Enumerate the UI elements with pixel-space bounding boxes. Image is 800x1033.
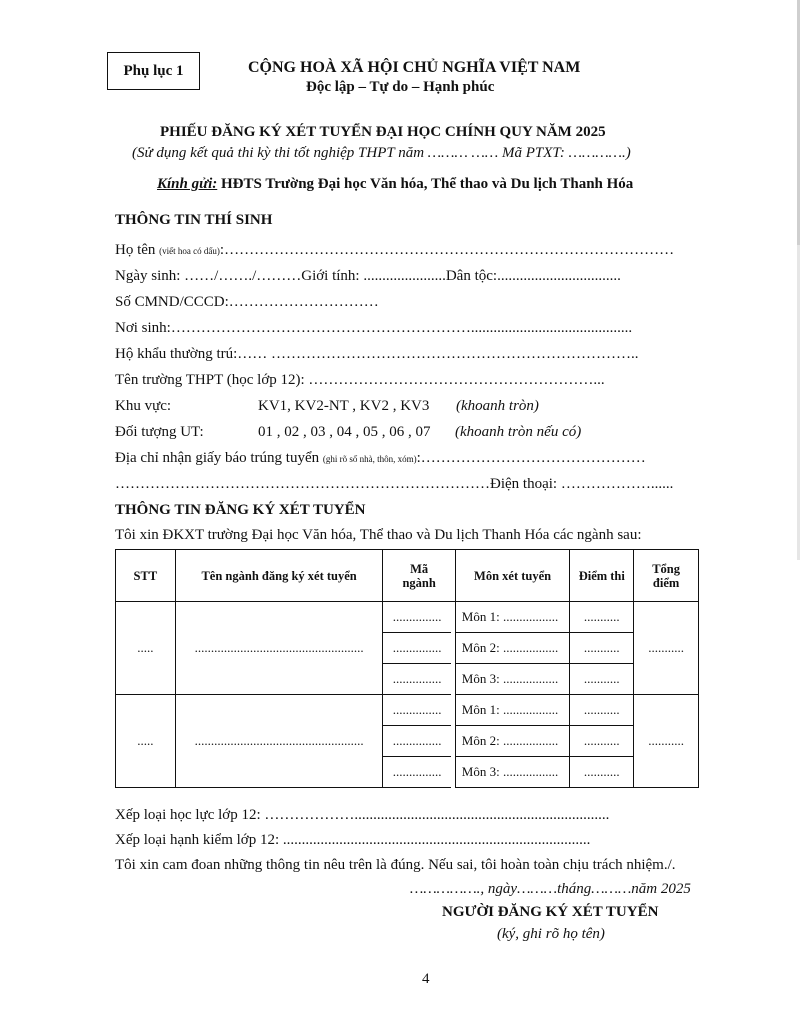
name-hint: (viết hoa có dấu) [159,246,220,256]
declaration: Tôi xin cam đoan những thông tin nêu trên là đúng. Nếu sai, tôi hoàn toàn chịu trách nhiệm./. [115,857,676,873]
date-line: ……………., ngày………tháng………năm 2025 [410,881,691,897]
major-code-cell[interactable]: ............... [383,726,451,757]
score-cell[interactable]: ........... [570,695,634,726]
subject-cell[interactable]: Môn 1: ................. [455,602,570,633]
motto: Độc lập – Tự do – Hạnh phúc [306,79,495,95]
score-cell[interactable]: ........... [570,664,634,695]
table-row [116,695,699,726]
col-header-stt: STT [116,550,176,602]
address-phone-line: …………………………………………………………………Điện thoại: ………………...... [115,476,674,492]
score-cell[interactable]: ........... [570,602,634,633]
addressee-value: HĐTS Trường Đại học Văn hóa, Thể thao và Du lịch Thanh Hóa [217,176,634,192]
signer-note: (ký, ghi rõ họ tên) [497,926,605,942]
major-code-cell[interactable]: ............... [383,633,451,664]
residence-line: Hộ khẩu thường trú:…… ……………………………………………………………….. [115,346,639,362]
region-options: KV1, KV2-NT , KV2 , KV3 [258,398,430,414]
registration-heading: THÔNG TIN ĐĂNG KÝ XÉT TUYỂN [115,502,366,518]
addressee-label: Kính gửi: [157,176,218,192]
addressee [157,176,633,193]
name-field [115,242,674,259]
signer-title: NGƯỜI ĐĂNG KÝ XÉT TUYỂN [442,904,659,920]
page-number: 4 [422,971,430,987]
registration-intro: Tôi xin ĐKXT trường Đại học Văn hóa, Thể thao và Du lịch Thanh Hóa các ngành sau: [115,527,642,543]
col-header-score: Điểm thi [570,550,634,602]
col-header-major-name: Tên ngành đăng ký xét tuyển [175,550,383,602]
priority-options: 01 , 02 , 03 , 04 , 05 , 06 , 07 [258,424,431,440]
col-header-major-code: Mã ngành [383,550,455,602]
score-cell[interactable]: ........... [570,726,634,757]
form-title: PHIẾU ĐĂNG KÝ XÉT TUYỂN ĐẠI HỌC CHÍNH QUY NĂM 2025 [160,124,606,140]
major-name-cell[interactable]: .................................................... [175,695,383,788]
table-row [116,602,699,633]
address-field [115,450,646,467]
region-label: Khu vực: [115,398,172,414]
score-cell[interactable]: ........... [570,633,634,664]
total-cell[interactable]: ........... [634,602,699,695]
registration-table [115,549,699,788]
name-label: Họ tên [115,242,156,258]
address-hint: (ghi rõ số nhà, thôn, xóm) [322,454,417,464]
stt-cell[interactable]: ..... [116,695,176,788]
major-code-cell[interactable]: ............... [383,757,451,788]
subject-cell[interactable]: Môn 3: ................. [455,757,570,788]
id-number-line: Số CMND/CCCD:………………………… [115,294,379,310]
subject-cell[interactable]: Môn 3: ................. [455,664,570,695]
major-code-cell[interactable]: ............... [383,695,451,726]
priority-note: (khoanh tròn nếu có) [455,424,582,440]
dob-gender-ethnicity-line: Ngày sinh: ……/……./………Giới tính: ......................Dân tộc:................................. [115,268,621,284]
school-line: Tên trường THPT (học lớp 12): …………………………………………………... [115,372,605,388]
priority-label: Đối tượng UT: [115,424,204,440]
national-title: CỘNG HOÀ XÃ HỘI CHỦ NGHĨA VIỆT NAM [248,59,581,76]
academic-rank-line: Xếp loại học lực lớp 12: ……………….................................................................... [115,807,610,823]
candidate-heading: THÔNG TIN THÍ SINH [115,212,273,228]
total-cell[interactable]: ........... [634,695,699,788]
name-dots: :……………………………………………………………………………… [219,242,675,258]
address-dots: :……………………………………… [416,450,646,466]
subject-cell[interactable]: Môn 1: ................. [455,695,570,726]
col-header-total: Tổng điểm [634,550,699,602]
conduct-rank-line: Xếp loại hạnh kiểm lớp 12: .................................................................................. [115,832,591,848]
major-code-cell[interactable]: ............... [383,664,451,695]
subject-cell[interactable]: Môn 2: ................. [455,726,570,757]
table-header-row [116,550,699,602]
major-name-cell[interactable]: .................................................... [175,602,383,695]
col-header-subjects: Môn xét tuyển [455,550,570,602]
region-note: (khoanh tròn) [456,398,539,414]
address-label: Địa chỉ nhận giấy báo trúng tuyển [115,450,320,466]
score-cell[interactable]: ........... [570,757,634,788]
major-code-cell[interactable]: ............... [383,602,451,633]
birthplace-line: Nơi sinh:……………………………………………………........................................... [115,320,633,336]
stt-cell[interactable]: ..... [116,602,176,695]
subject-cell[interactable]: Môn 2: ................. [455,633,570,664]
appendix-label: Phụ lục 1 [107,52,200,90]
form-subtitle: (Sử dụng kết quả thi kỳ thi tốt nghiệp THPT năm ……… …… Mã PTXT: ………….) [132,145,631,161]
